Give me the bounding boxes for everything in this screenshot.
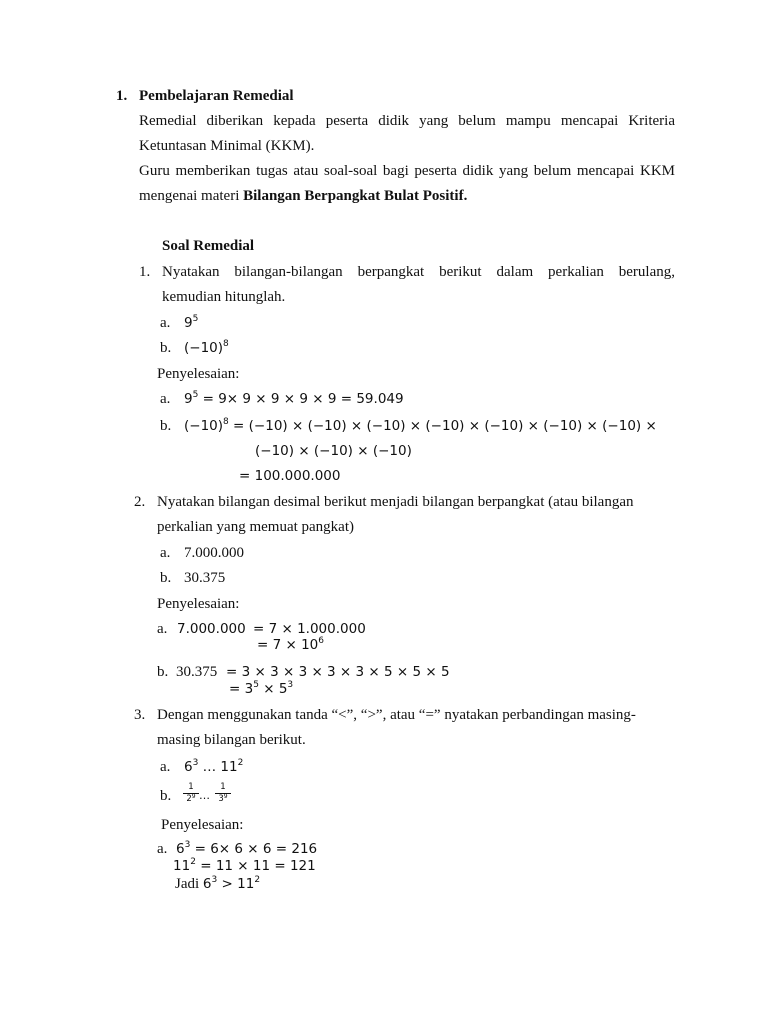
paragraph-2-topic: Bilangan Berpangkat Bulat Positif. [243, 188, 468, 204]
q1-penyelesaian: Penyelesaian: [157, 366, 240, 382]
q3-conclusion-expr: $6^3 > 11^2$ [202, 875, 261, 892]
q1-a-label: a. [160, 315, 171, 331]
q2-ans-a-line-2: = $7 \times 10^6$ [257, 636, 324, 653]
q3-line-1: Dengan menggunakan tanda “<”, “>”, atau “=” nyatakan perbandingan masing- [157, 707, 636, 723]
section-number: 1. [116, 88, 128, 104]
q2-ans-b-line-1: = 3 × 3 × 3 × 3 × 3 × 5 × 5 × 5 [226, 664, 450, 680]
q3-ans-a-line-2: $11^2 = 11 \times 11 = 121$ [173, 857, 316, 874]
q2-penyelesaian: Penyelesaian: [157, 596, 240, 612]
q2-ans-b-line-2: = $3^5 \times 5^3$ [229, 680, 294, 697]
q3-penyelesaian: Penyelesaian: [161, 817, 244, 833]
q1-ans-b-line-1: $(-10)^8 = (-10) \times (-10) \times (-10) \times (-10) \times (-10) \times (-10) \times (-10)$ × [184, 417, 657, 434]
q3-a-expr: $6^3$ … $11^2$ [184, 758, 244, 775]
q3-b-label: b. [160, 788, 172, 804]
q1-b-label: b. [160, 340, 172, 356]
paragraph-2-prefix: mengenai materi [139, 188, 240, 204]
q2-b-value: 30.375 [184, 570, 226, 586]
section-title: Pembelajaran Remedial [139, 88, 294, 104]
paragraph-2-line-2 [139, 188, 467, 205]
soal-heading: Soal Remedial [162, 238, 255, 254]
q3-b-dots: … [199, 789, 210, 802]
q1-number: 1. [139, 264, 151, 280]
q2-ans-b-label: b. [157, 664, 169, 680]
q2-number: 2. [134, 494, 146, 510]
q2-b-label: b. [160, 570, 172, 586]
q2-ans-b-number: 30.375 [176, 664, 218, 680]
q1-ans-a: $9^5 = 9\times 9 \times 9 \times 9 \times 9 = 59.049$ [184, 390, 404, 407]
q1-ans-a-label: a. [160, 391, 171, 407]
q1-ans-b-label: b. [160, 418, 172, 434]
q3-ans-a-line-3 [175, 876, 260, 893]
q3-conclusion-prefix: Jadi [175, 876, 200, 892]
q2-ans-a-label: a. [157, 621, 168, 637]
q3-a-label: a. [160, 759, 171, 775]
q3-ans-a-label: a. [157, 841, 168, 857]
q3-ans-a-line-1: $6^3 = 6\times 6 \times 6 = 216$ [176, 840, 318, 857]
q1-line-1: Nyatakan bilangan-bilangan berpangkat berikut dalam perkalian berulang, [162, 264, 675, 280]
q3-b-fraction-1: $\frac{1}{2^9}$ [183, 782, 199, 805]
q2-a-label: a. [160, 545, 171, 561]
q3-line-2: masing bilangan berikut. [157, 732, 306, 748]
q2-ans-a-line-1: = 7 × 1.000.000 [253, 621, 366, 637]
paragraph-1-line-1: Remedial diberikan kepada peserta didik yang belum mampu mencapai Kriteria [139, 113, 675, 129]
q2-ans-a-number: 7.000.000 [177, 621, 246, 637]
q3-number: 3. [134, 707, 146, 723]
q1-line-2: kemudian hitunglah. [162, 289, 286, 305]
q1-ans-b-line-3: = 100.000.000 [239, 468, 341, 484]
q2-a-value: 7.000.000 [184, 545, 244, 561]
q1-a-expr: $9^5$ [184, 314, 199, 331]
paragraph-2-line-1: Guru memberikan tugas atau soal-soal bagi peserta didik yang belum mencapai KKM [139, 163, 675, 179]
q3-b-fraction-2: $\frac{1}{3^9}$ [215, 782, 231, 805]
q2-line-1: Nyatakan bilangan desimal berikut menjadi bilangan berpangkat (atau bilangan [157, 494, 634, 510]
q2-line-2: perkalian yang memuat pangkat) [157, 519, 355, 535]
q1-b-expr: $(-10)^8$ [184, 339, 229, 356]
paragraph-1-line-2: Ketuntasan Minimal (KKM). [139, 138, 315, 154]
q1-ans-b-line-2: (−10) × (−10) × (−10) [255, 443, 412, 459]
